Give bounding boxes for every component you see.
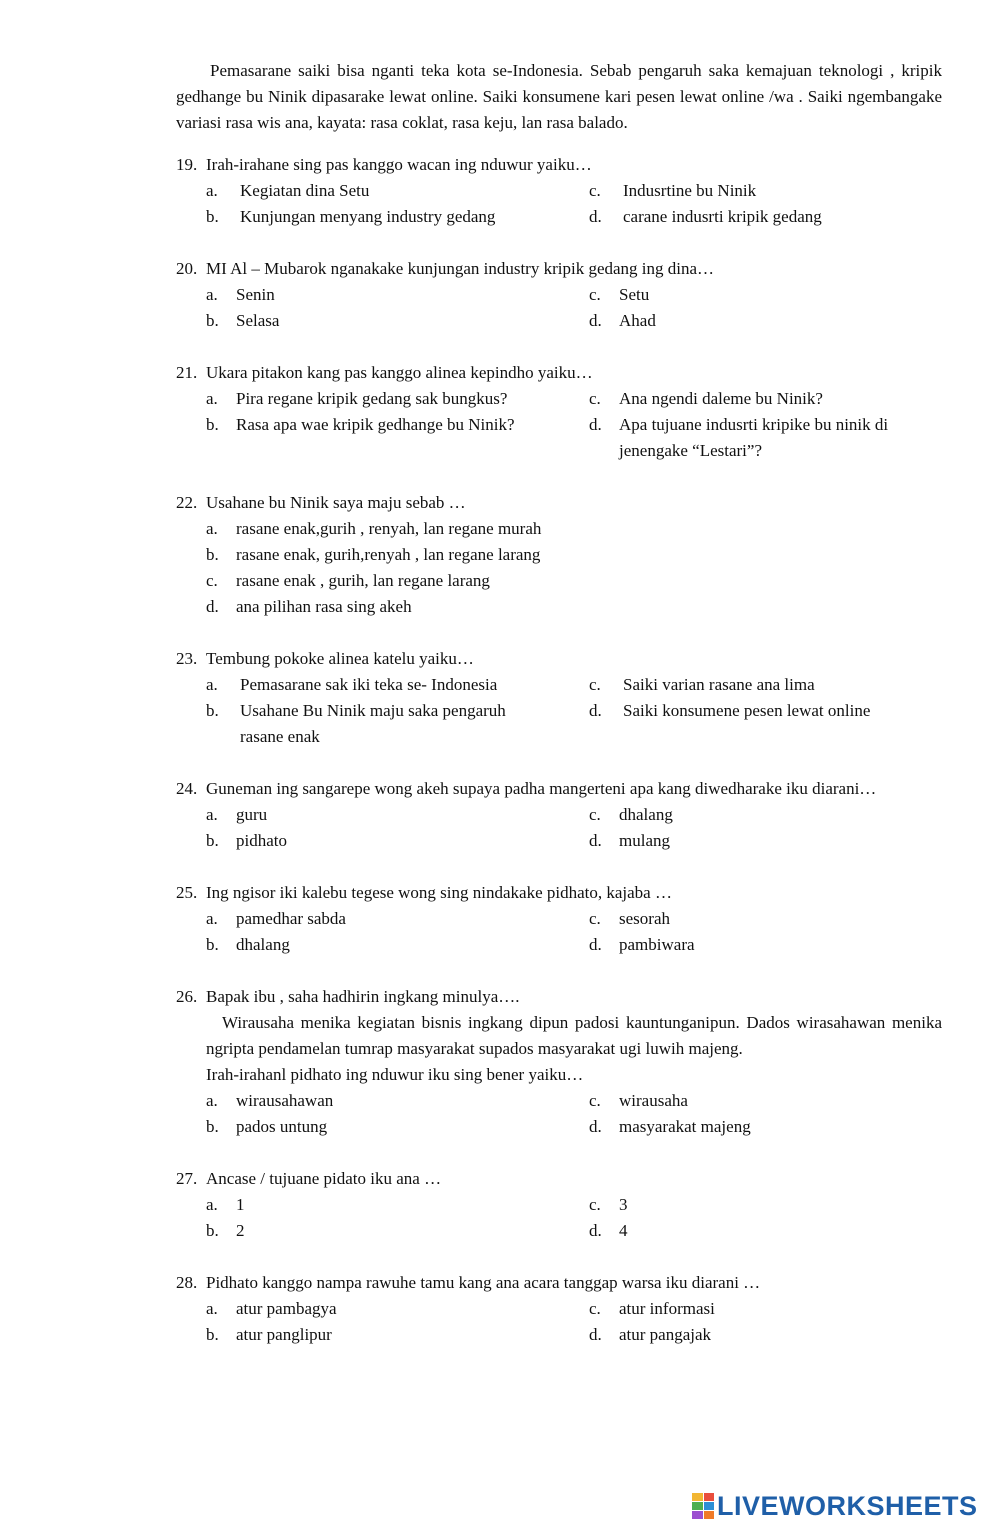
question-number: 23.: [176, 649, 198, 668]
question-20: [176, 256, 942, 334]
question-26: [176, 984, 942, 1140]
question-number: 27.: [176, 1169, 198, 1188]
liveworksheets-logo-icon: [692, 1493, 714, 1519]
question-text: Tembung pokoke alinea katelu yaiku…: [206, 649, 474, 668]
option-a[interactable]: a. Senin: [206, 285, 275, 304]
question-text: Ukara pitakon kang pas kanggo alinea kepindho yaiku…: [206, 363, 593, 382]
question-24: [176, 776, 942, 854]
worksheet-page: [176, 58, 942, 1374]
question-number: 28.: [176, 1273, 198, 1292]
option-c[interactable]: c. atur informasi: [589, 1299, 715, 1318]
option-d[interactable]: d. mulang: [589, 831, 670, 850]
question-text: Guneman ing sangarepe wong akeh supaya padha mangerteni apa kang diwedharake iku diarani…: [206, 779, 877, 798]
option-c[interactable]: c. Saiki varian rasane ana lima: [589, 675, 815, 694]
option-d[interactable]: d. carane indusrti kripik gedang: [589, 207, 822, 226]
question-25: [176, 880, 942, 958]
question-number: 22.: [176, 493, 198, 512]
option-b[interactable]: b. pados untung: [206, 1117, 328, 1136]
option-b[interactable]: b. Selasa: [206, 311, 280, 330]
question-text: Pidhato kanggo nampa rawuhe tamu kang ana acara tanggap warsa iku diarani …: [206, 1273, 761, 1292]
option-d[interactable]: d. Saiki konsumene pesen lewat online: [589, 701, 871, 720]
question-28: [176, 1270, 942, 1348]
question-number: 24.: [176, 779, 198, 798]
option-a[interactable]: a. 1: [206, 1195, 245, 1214]
option-a[interactable]: a. Kegiatan dina Setu: [206, 181, 370, 200]
option-a[interactable]: a. Pira regane kripik gedang sak bungkus?: [206, 389, 508, 408]
question-text: Usahane bu Ninik saya maju sebab …: [206, 493, 466, 512]
option-a[interactable]: a. rasane enak,gurih , renyah, lan regane murah: [206, 519, 542, 538]
option-c[interactable]: c. Ana ngendi daleme bu Ninik?: [589, 389, 823, 408]
option-b[interactable]: b. pidhato: [206, 831, 287, 850]
option-c[interactable]: c. rasane enak , gurih, lan regane larang: [206, 571, 490, 590]
option-d[interactable]: d. Apa tujuane indusrti kripike bu ninik di jenengake “Lestari”?: [589, 415, 889, 460]
liveworksheets-logo[interactable]: [692, 1488, 992, 1524]
speech-passage: Wirausaha menika kegiatan bisnis ingkang dipun padosi kauntunganipun. Dados wirasahawan menika ngripta pendamelan tumrap masyarakat supados masyarakat ugi luwih majeng.: [206, 1013, 942, 1058]
question-number: 25.: [176, 883, 198, 902]
option-b[interactable]: b. Kunjungan menyang industry gedang: [206, 207, 496, 226]
question-text: Irah-irahane sing pas kanggo wacan ing nduwur yaiku…: [206, 155, 592, 174]
option-c[interactable]: c. wirausaha: [589, 1091, 688, 1110]
option-d[interactable]: d. masyarakat majeng: [589, 1117, 751, 1136]
question-23: [176, 646, 942, 750]
question-text: Bapak ibu , saha hadhirin ingkang minulya….: [206, 987, 520, 1006]
question-27: [176, 1166, 942, 1244]
option-c[interactable]: c. sesorah: [589, 909, 670, 928]
question-number: 21.: [176, 363, 198, 382]
liveworksheets-logo-text: LIVEWORKSHEETS: [717, 1491, 978, 1521]
option-d[interactable]: d. atur pangajak: [589, 1325, 712, 1344]
question-text: Ing ngisor iki kalebu tegese wong sing nindakake pidhato, kajaba …: [206, 883, 672, 902]
reading-passage: Pemasarane saiki bisa nganti teka kota se-Indonesia. Sebab pengaruh saka kemajuan teknologi , kripik gedhange bu Ninik dipasarake lewat online. Saiki konsumene kari pesen lewat online /wa . Saiki ngembangake variasi rasa wis ana, kayata: rasa coklat, rasa keju, lan rasa balado.: [176, 61, 942, 132]
option-c[interactable]: c. 3: [589, 1195, 628, 1214]
option-b[interactable]: b. Usahane Bu Ninik maju saka pengaruh rasane enak: [206, 701, 506, 746]
option-c[interactable]: c. Setu: [589, 285, 650, 304]
option-d[interactable]: d. pambiwara: [589, 935, 695, 954]
option-b[interactable]: b. Rasa apa wae kripik gedhange bu Ninik?: [206, 415, 515, 434]
option-a[interactable]: a. atur pambagya: [206, 1299, 337, 1318]
question-prompt: Irah-irahanl pidhato ing nduwur iku sing bener yaiku…: [206, 1065, 584, 1084]
option-d[interactable]: d. Ahad: [589, 311, 656, 330]
option-b[interactable]: b. 2: [206, 1221, 245, 1240]
option-b[interactable]: b. atur panglipur: [206, 1325, 332, 1344]
option-a[interactable]: a. wirausahawan: [206, 1091, 334, 1110]
question-number: 19.: [176, 155, 198, 174]
option-c[interactable]: c. dhalang: [589, 805, 673, 824]
option-a[interactable]: a. pamedhar sabda: [206, 909, 346, 928]
option-b[interactable]: b. dhalang: [206, 935, 290, 954]
option-b[interactable]: b. rasane enak, gurih,renyah , lan regane larang: [206, 545, 541, 564]
option-d[interactable]: d. 4: [589, 1221, 628, 1240]
option-c[interactable]: c. Indusrtine bu Ninik: [589, 181, 757, 200]
question-number: 26.: [176, 987, 198, 1006]
option-a[interactable]: a. Pemasarane sak iki teka se- Indonesia: [206, 675, 498, 694]
question-22: [176, 490, 942, 620]
question-19: [176, 152, 942, 230]
question-number: 20.: [176, 259, 198, 278]
question-text: MI Al – Mubarok nganakake kunjungan industry kripik gedang ing dina…: [206, 259, 715, 278]
option-d[interactable]: d. ana pilihan rasa sing akeh: [206, 597, 412, 616]
question-text: Ancase / tujuane pidato iku ana …: [206, 1169, 442, 1188]
option-a[interactable]: a. guru: [206, 805, 268, 824]
question-21: [176, 360, 942, 464]
